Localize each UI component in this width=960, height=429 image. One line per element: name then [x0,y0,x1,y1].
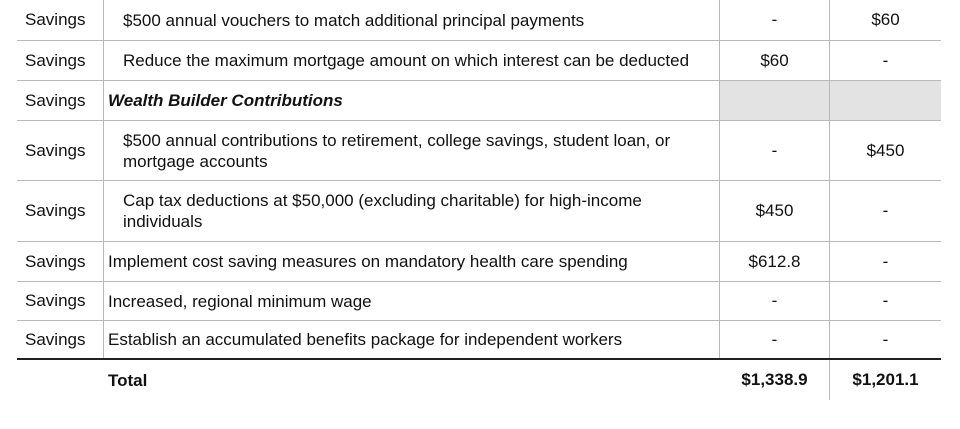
value-cell-a [720,81,830,120]
value-cell-a: $60 [720,41,830,80]
value-cell-b: $450 [866,140,905,160]
category-cell: Savings [17,282,104,320]
value-cell-a: - [720,121,830,180]
total-value-a: $1,338.9 [720,360,830,400]
table-row [17,0,941,41]
description-cell: Establish an accumulated benefits package for independent workers [96,321,720,358]
category-cell: Savings [17,242,104,281]
value-cell-a: $450 [720,181,830,241]
total-label-cell: Total [108,370,148,390]
category-cell: Savings [17,321,104,358]
description-cell: Cap tax deductions at $50,000 (excluding charitable) for high-income individuals [96,181,720,241]
description-cell: $500 annual contributions to retirement, college savings, student loan, or mortgage accounts [96,121,720,180]
total-row [17,360,941,400]
category-cell: Savings [17,121,104,180]
table-row [17,121,941,181]
category-cell: Savings [17,41,104,80]
section-header-row [17,81,941,121]
table-row [17,41,941,81]
value-cell-b: - [882,329,889,349]
value-cell-a: - [720,321,830,358]
description-cell: Reduce the maximum mortgage amount on which interest can be deducted [96,41,720,80]
value-cell-a: - [720,282,830,320]
category-cell: Savings [17,181,104,241]
value-cell-b: - [882,50,889,70]
value-cell-b: - [882,251,889,271]
table-row [17,242,941,282]
total-spacer [17,360,103,400]
value-cell-a: - [720,0,830,40]
table-row [17,181,941,242]
table-row [17,321,941,360]
category-cell: Savings [17,0,104,40]
description-cell: $500 annual vouchers to match additional principal payments [96,0,720,40]
value-cell-b [830,81,941,120]
table-row [17,282,941,321]
value-cell-a: $612.8 [720,242,830,281]
value-cell-b: - [882,201,889,220]
value-cell-b: $60 [871,10,900,29]
description-cell: Increased, regional minimum wage [96,282,720,320]
total-value-b: $1,201.1 [852,370,919,389]
section-header-cell: Wealth Builder Contributions [96,81,720,120]
description-cell: Implement cost saving measures on mandatory health care spending [96,242,720,281]
value-cell-b: - [882,291,889,310]
category-cell: Savings [17,81,104,120]
